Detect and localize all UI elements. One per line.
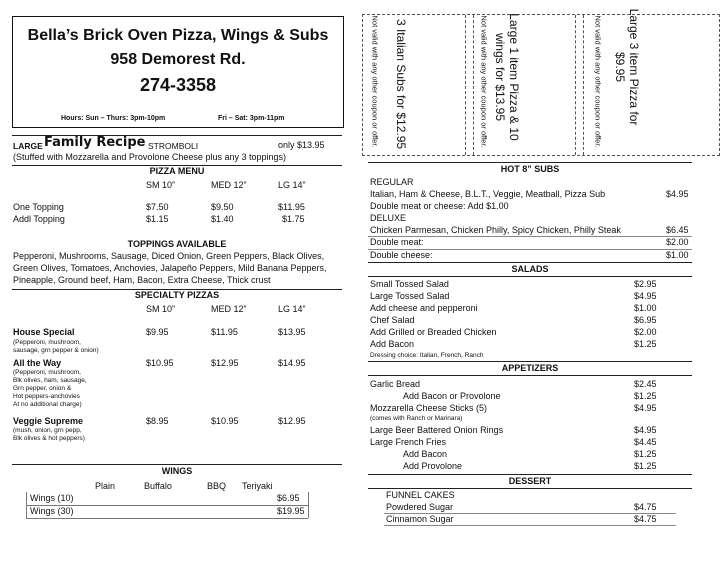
wings-flavor: Plain [95, 481, 116, 491]
wings-flavor: Teriyaki [242, 481, 273, 491]
coupon-divider [575, 15, 576, 155]
row-rule [368, 249, 692, 250]
pizza-row-price: $11.95 [278, 202, 305, 212]
salad-dressing: Dressing choice: Italian, French, Ranch [370, 352, 484, 359]
wings-row-name: Wings (10) [30, 493, 74, 503]
pizza-row-price: $7.50 [146, 202, 169, 212]
appetizer-item: Add Bacon [403, 449, 448, 459]
specialty-col-sm: SM 10” [146, 304, 176, 314]
divider [368, 474, 692, 475]
appetizers-title: APPETIZERS [501, 363, 559, 373]
row-rule [26, 505, 308, 506]
wings-row-price: $6.95 [277, 493, 300, 503]
pizza-row-name: Addl Topping [13, 214, 65, 224]
appetizer-price: $2.45 [634, 379, 657, 389]
specialty-price: $12.95 [278, 416, 306, 426]
specialty-item-desc: sausage, grn pepper & onion) [13, 347, 99, 354]
restaurant-header [12, 16, 344, 128]
salad-item: Small Tossed Salad [370, 279, 449, 289]
specialty-price: $12.95 [211, 358, 239, 368]
dessert-title: DESSERT [508, 476, 552, 486]
divider [368, 276, 692, 277]
pizza-col-lg: LG 14” [278, 180, 306, 190]
stromboli-price: only $13.95 [278, 140, 325, 150]
appetizer-price: $4.45 [634, 437, 657, 447]
pizza-col-sm: SM 10” [146, 180, 176, 190]
coupon-note: Not valid with any other coupon or offer. [479, 15, 489, 148]
specialty-item-desc: Hot peppers-anchovies [13, 393, 80, 400]
specialty-item-desc: (Pepperoni, mushroom, [13, 339, 81, 346]
appetizer-item: Add Bacon or Provolone [403, 391, 501, 401]
appetizer-price: $1.25 [634, 391, 657, 401]
subs-deluxe-price: $6.45 [666, 225, 689, 235]
pizza-menu-title: PIZZA MENU [149, 166, 205, 176]
coupon-note: Not valid with any other coupon or offer. [370, 15, 380, 148]
specialty-item-name: Veggie Supreme [13, 416, 84, 426]
coupon-strip [362, 8, 720, 156]
pizza-row-price: $1.40 [211, 214, 234, 224]
specialty-col-lg: LG 14” [278, 304, 306, 314]
wings-row-name: Wings (30) [30, 506, 74, 516]
divider [368, 262, 692, 263]
specialty-item-name: House Special [13, 327, 75, 337]
wings-flavor: BBQ [207, 481, 227, 491]
divider [368, 488, 692, 489]
salad-item: Add Bacon [370, 339, 415, 349]
appetizer-price: $1.25 [634, 449, 657, 459]
pizza-col-med: MED 12” [211, 180, 247, 190]
specialty-price: $10.95 [146, 358, 174, 368]
coupon-offer: 3 Italian Subs for $12.95 [394, 18, 408, 150]
restaurant-address: 958 Demorest Rd. [110, 51, 246, 68]
dessert-price: $4.75 [634, 514, 657, 524]
appetizer-item: Large French Fries [370, 437, 447, 447]
pizza-row-price: $1.75 [282, 214, 305, 224]
salad-price: $1.25 [634, 339, 657, 349]
stromboli-name: STROMBOLI [148, 141, 199, 151]
appetizer-item: Garlic Bread [370, 379, 421, 389]
salad-price: $2.95 [634, 279, 657, 289]
wings-flavor: Buffalo [144, 481, 172, 491]
row-rule [368, 236, 692, 237]
salad-item: Large Tossed Salad [370, 291, 450, 301]
salad-item: Add Grilled or Breaded Chicken [370, 327, 497, 337]
divider [368, 361, 692, 362]
specialty-item-desc: (Pepperoni, mushroom, [13, 369, 81, 376]
appetizer-item: Add Provolone [403, 461, 463, 471]
salad-price: $4.95 [634, 291, 657, 301]
specialty-price: $14.95 [278, 358, 306, 368]
row-rule [26, 518, 308, 519]
salad-price: $1.00 [634, 303, 657, 313]
dessert-price: $4.75 [634, 502, 657, 512]
salad-item: Chef Salad [370, 315, 415, 325]
dessert-item: Cinnamon Sugar [386, 514, 454, 524]
subs-regular-price: $4.95 [666, 189, 689, 199]
subs-title: HOT 8” SUBS [500, 164, 560, 174]
appetizer-note: (comes with Ranch or Marinara) [370, 415, 463, 422]
subs-double-meat: Double meat: [370, 237, 424, 247]
coupon-offer: Large 3 item Pizza for $9.95 [613, 8, 641, 126]
coupon-divider [473, 15, 474, 155]
appetizer-price: $1.25 [634, 461, 657, 471]
salads-title: SALADS [511, 264, 549, 274]
divider [368, 375, 692, 376]
appetizer-item: Large Beer Battered Onion Rings [370, 425, 504, 435]
salad-item: Add cheese and pepperoni [370, 303, 478, 313]
salad-price: $6.95 [634, 315, 657, 325]
hours-weekday: Hours: Sun – Thurs: 3pm-10pm [61, 115, 166, 122]
specialty-item-name: All the Way [13, 358, 62, 368]
dessert-item: Powdered Sugar [386, 502, 454, 512]
appetizer-item: Mozzarella Cheese Sticks (5) [370, 403, 488, 413]
stromboli-family-recipe: Family Recipe [44, 135, 146, 150]
subs-regular-label: REGULAR [370, 177, 414, 187]
specialty-item-desc: Blk olives & hot peppers) [13, 435, 85, 442]
toppings-title: TOPPINGS AVAILABLE [127, 239, 227, 249]
pizza-row-name: One Topping [13, 202, 64, 212]
col-rule [26, 492, 27, 518]
specialty-col-med: MED 12” [211, 304, 247, 314]
specialty-price: $13.95 [278, 327, 306, 337]
specialty-item-desc: At no additional charge) [13, 401, 82, 408]
specialty-price: $9.95 [146, 327, 169, 337]
salad-price: $2.00 [634, 327, 657, 337]
row-rule [384, 513, 676, 514]
restaurant-name: Bella’s Brick Oven Pizza, Wings & Subs [27, 27, 329, 44]
subs-double-cheese: Double cheese: [370, 250, 433, 260]
specialty-title: SPECIALTY PIZZAS [134, 290, 220, 300]
specialty-item-desc: Grn pepper, onion & [13, 385, 72, 392]
toppings-line: Pineapple, Ground beef, Ham, Bacon, Extra Cheese, Thick crust [13, 275, 271, 285]
pizza-row-price: $9.50 [211, 202, 234, 212]
specialty-price: $8.95 [146, 416, 169, 426]
restaurant-phone: 274-3358 [139, 75, 217, 95]
appetizer-price: $4.95 [634, 425, 657, 435]
subs-regular-items: Italian, Ham & Cheese, B.L.T., Veggie, Meatball, Pizza Sub [370, 189, 606, 199]
subs-double-meat-price: $2.00 [666, 237, 689, 247]
pizza-row-price: $1.15 [146, 214, 169, 224]
specialty-item-desc: Blk olives, ham, sausage, [13, 377, 87, 384]
coupon-divider [583, 15, 584, 155]
divider [12, 464, 342, 465]
stromboli-desc: (Stuffed with Mozzarella and Provolone Cheese plus any 3 toppings) [13, 152, 286, 162]
wings-row-price: $19.95 [277, 506, 305, 516]
specialty-item-desc: (mush, onion, grn pepp, [13, 427, 82, 434]
specialty-price: $11.95 [211, 327, 238, 337]
coupon-divider [465, 15, 466, 155]
wings-title: WINGS [161, 466, 193, 476]
subs-double-cheese-price: $1.00 [666, 250, 689, 260]
subs-regular-extra: Double meat or cheese: Add $1.00 [370, 201, 509, 211]
hours-weekend: Fri – Sat: 3pm-11pm [218, 115, 285, 122]
toppings-line: Green Olives, Tomatoes, Anchovies, Jalapeño Peppers, Mild Banana Peppers, [13, 263, 327, 273]
subs-deluxe-items: Chicken Parmesan, Chicken Philly, Spicy Chicken, Philly Steak [370, 225, 621, 235]
coupon-offer: Large 1 item Pizza & 10 wings for $13.95 [493, 13, 521, 141]
subs-deluxe-label: DELUXE [370, 213, 407, 223]
toppings-line: Pepperoni, Mushrooms, Sausage, Diced Onion, Green Peppers, Black Olives, [13, 251, 325, 261]
dessert-label: FUNNEL CAKES [386, 490, 455, 500]
row-rule [384, 525, 676, 526]
coupon-note: Not valid with any other coupon or offer. [593, 15, 603, 148]
col-rule [308, 492, 309, 518]
specialty-price: $10.95 [211, 416, 239, 426]
appetizer-price: $4.95 [634, 403, 657, 413]
stromboli-large: LARGE [13, 141, 43, 151]
divider [368, 162, 692, 163]
